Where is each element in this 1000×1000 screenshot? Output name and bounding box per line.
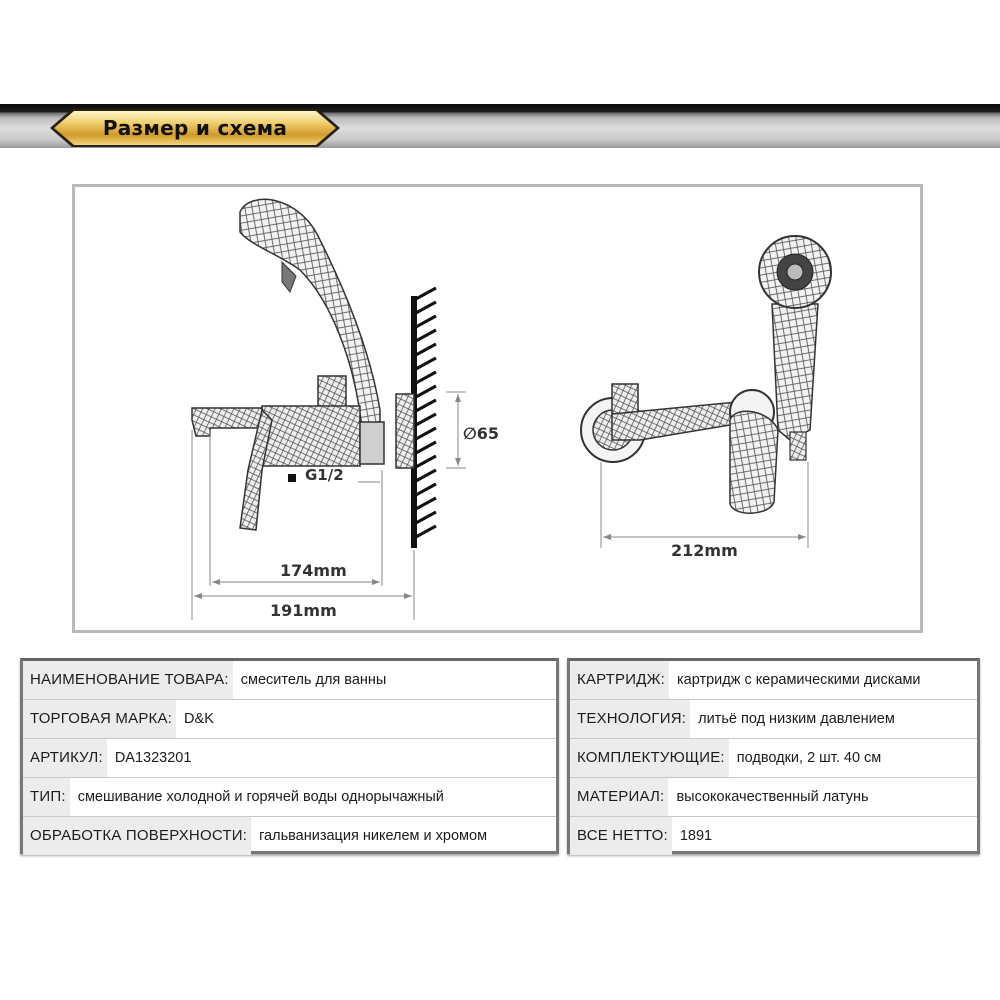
spec-row [570, 817, 977, 855]
width-front-label: 212mm [671, 541, 738, 560]
side-view [192, 199, 466, 620]
spec-value: смешивание холодной и горячей воды однорычажный [77, 789, 444, 805]
spec-value: высококачественный латунь [676, 789, 869, 805]
lever-front [730, 411, 778, 513]
spec-label: ОБРАБОТКА ПОВЕРХНОСТИ: [23, 817, 251, 855]
spec-row [23, 739, 556, 778]
mixer-body-side [262, 406, 360, 466]
spec-row [570, 778, 977, 817]
spec-label: ТОРГОВАЯ МАРКА: [23, 700, 176, 738]
thread-label: G1/2 [305, 466, 344, 484]
spec-row [23, 700, 556, 739]
spec-value: гальванизация никелем и хромом [259, 828, 488, 844]
spec-row [570, 700, 977, 739]
diagram-frame [72, 184, 923, 633]
spec-value: D&K [184, 711, 214, 727]
spec-table-left [20, 658, 559, 854]
spec-table-right [567, 658, 980, 854]
spec-value: DA1323201 [114, 750, 192, 766]
wall-hatch [414, 288, 436, 548]
spec-label: МАТЕРИАЛ: [570, 778, 668, 816]
spec-row [570, 661, 977, 700]
diameter-label: ∅65 [463, 424, 499, 443]
page-title: Размер и схема [102, 116, 288, 140]
shower-head-side [240, 199, 380, 430]
spec-row [23, 661, 556, 700]
spec-label: КОМПЛЕКТУЮЩИЕ: [570, 739, 729, 777]
spec-label: ТЕХНОЛОГИЯ: [570, 700, 690, 738]
front-dimension-lines [601, 462, 808, 548]
spec-label: НАИМЕНОВАНИЕ ТОВАРА: [23, 661, 233, 699]
spec-value: 1891 [679, 828, 713, 844]
spec-row [23, 817, 556, 855]
length-total-label: 191mm [270, 601, 337, 620]
spec-label: ТИП: [23, 778, 70, 816]
spout-side [192, 408, 262, 436]
shower-handle-front [772, 304, 818, 440]
front-view [581, 236, 831, 548]
spec-label: КАРТРИДЖ: [570, 661, 669, 699]
spec-value: картридж с керамическими дисками [677, 672, 921, 688]
spec-value: подводки, 2 шт. 40 см [736, 750, 882, 766]
spec-value: смеситель для ванны [240, 672, 387, 688]
length-inner-label: 174mm [280, 561, 347, 580]
spec-label: ВСЕ НЕТТО: [570, 817, 672, 855]
spec-label: АРТИКУЛ: [23, 739, 107, 777]
spec-row [570, 739, 977, 778]
spec-value: литьё под низким давлением [698, 711, 895, 727]
spec-row [23, 778, 556, 817]
